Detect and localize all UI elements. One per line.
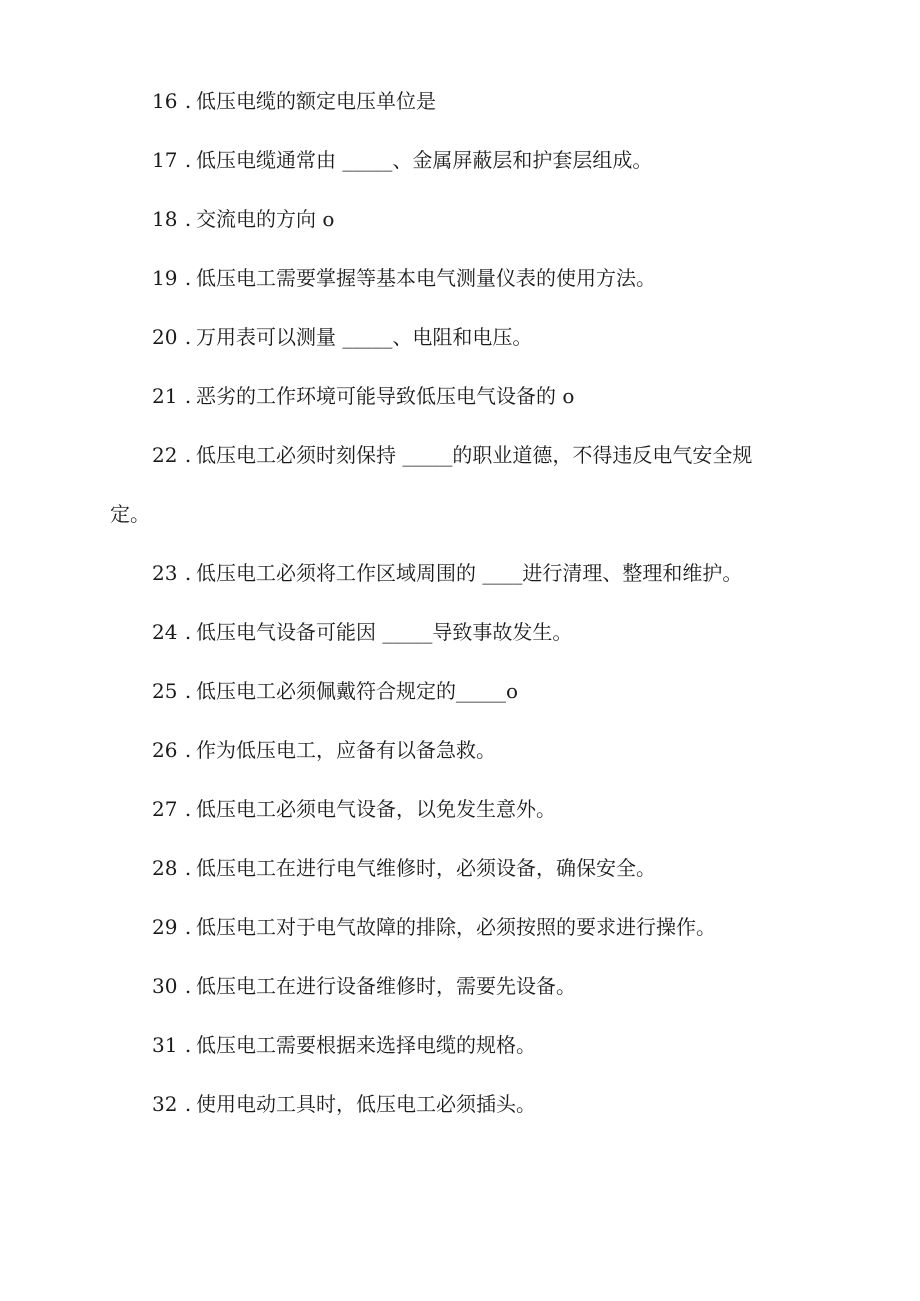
question-separator: .: [184, 1033, 192, 1057]
question-separator: .: [184, 148, 192, 172]
question-text: 低压电缆通常由 _____、金属屏蔽层和护套层组成。: [196, 148, 653, 172]
question-separator: .: [184, 384, 192, 408]
question-separator: .: [184, 1092, 192, 1116]
question-number: 31: [152, 1033, 178, 1057]
question-separator: .: [184, 266, 192, 290]
question-text: 低压电工需要根据来选择电缆的规格。: [196, 1033, 536, 1057]
question-number: 21: [152, 384, 178, 408]
question-26: [110, 735, 810, 765]
question-separator: .: [184, 797, 192, 821]
question-number: 18: [152, 207, 178, 231]
question-text: 恶劣的工作环境可能导致低压电气设备的 o: [196, 384, 575, 408]
question-separator: .: [184, 974, 192, 998]
question-number: 17: [152, 148, 178, 172]
question-separator: .: [184, 443, 192, 467]
question-separator: .: [184, 561, 192, 585]
question-number: 25: [152, 679, 178, 703]
question-number: 23: [152, 561, 178, 585]
question-separator: .: [184, 89, 192, 113]
question-text: 交流电的方向 o: [196, 207, 335, 231]
question-separator: .: [184, 620, 192, 644]
question-text: 低压电工对于电气故障的排除，必须按照的要求进行操作。: [196, 915, 716, 939]
question-32: [110, 1089, 810, 1119]
question-20: [110, 322, 810, 352]
question-22-continuation: [110, 499, 810, 529]
question-number: 19: [152, 266, 178, 290]
question-separator: .: [184, 679, 192, 703]
question-text: 低压电工必须电气设备，以免发生意外。: [196, 797, 556, 821]
question-number: 20: [152, 325, 178, 349]
question-number: 16: [152, 89, 178, 113]
question-text: 低压电工必须将工作区域周围的 ____进行清理、整理和维护。: [196, 561, 743, 585]
question-17: [110, 145, 810, 175]
question-30: [110, 971, 810, 1001]
question-number: 26: [152, 738, 178, 762]
question-25: [110, 676, 810, 706]
question-text: 低压电气设备可能因 _____导致事故发生。: [196, 620, 573, 644]
question-18: [110, 204, 810, 234]
question-text-continuation: 定。: [110, 502, 150, 526]
question-28: [110, 853, 810, 883]
question-text: 低压电工在进行电气维修时，必须设备，确保安全。: [196, 856, 656, 880]
question-separator: .: [184, 325, 192, 349]
question-number: 29: [152, 915, 178, 939]
question-23: [110, 558, 810, 588]
question-text: 低压电工需要掌握等基本电气测量仪表的使用方法。: [196, 266, 656, 290]
question-number: 32: [152, 1092, 178, 1116]
question-number: 28: [152, 856, 178, 880]
question-24: [110, 617, 810, 647]
question-text: 万用表可以测量 _____、电阻和电压。: [196, 325, 533, 349]
question-text: 低压电工必须时刻保持 _____的职业道德，不得违反电气安全规: [196, 443, 753, 467]
question-19: [110, 263, 810, 293]
question-31: [110, 1030, 810, 1060]
question-number: 27: [152, 797, 178, 821]
question-21: [110, 381, 810, 411]
question-separator: .: [184, 738, 192, 762]
question-separator: .: [184, 207, 192, 231]
question-text: 低压电工必须佩戴符合规定的_____o: [196, 679, 519, 703]
question-number: 30: [152, 974, 178, 998]
question-text: 低压电缆的额定电压单位是: [196, 89, 436, 113]
question-16: [110, 86, 810, 116]
question-separator: .: [184, 915, 192, 939]
question-text: 使用电动工具时，低压电工必须插头。: [196, 1092, 536, 1116]
question-29: [110, 912, 810, 942]
question-text: 低压电工在进行设备维修时，需要先设备。: [196, 974, 576, 998]
question-separator: .: [184, 856, 192, 880]
question-number: 22: [152, 443, 178, 467]
question-27: [110, 794, 810, 824]
question-22: [110, 440, 810, 470]
question-text: 作为低压电工，应备有以备急救。: [196, 738, 496, 762]
question-number: 24: [152, 620, 178, 644]
